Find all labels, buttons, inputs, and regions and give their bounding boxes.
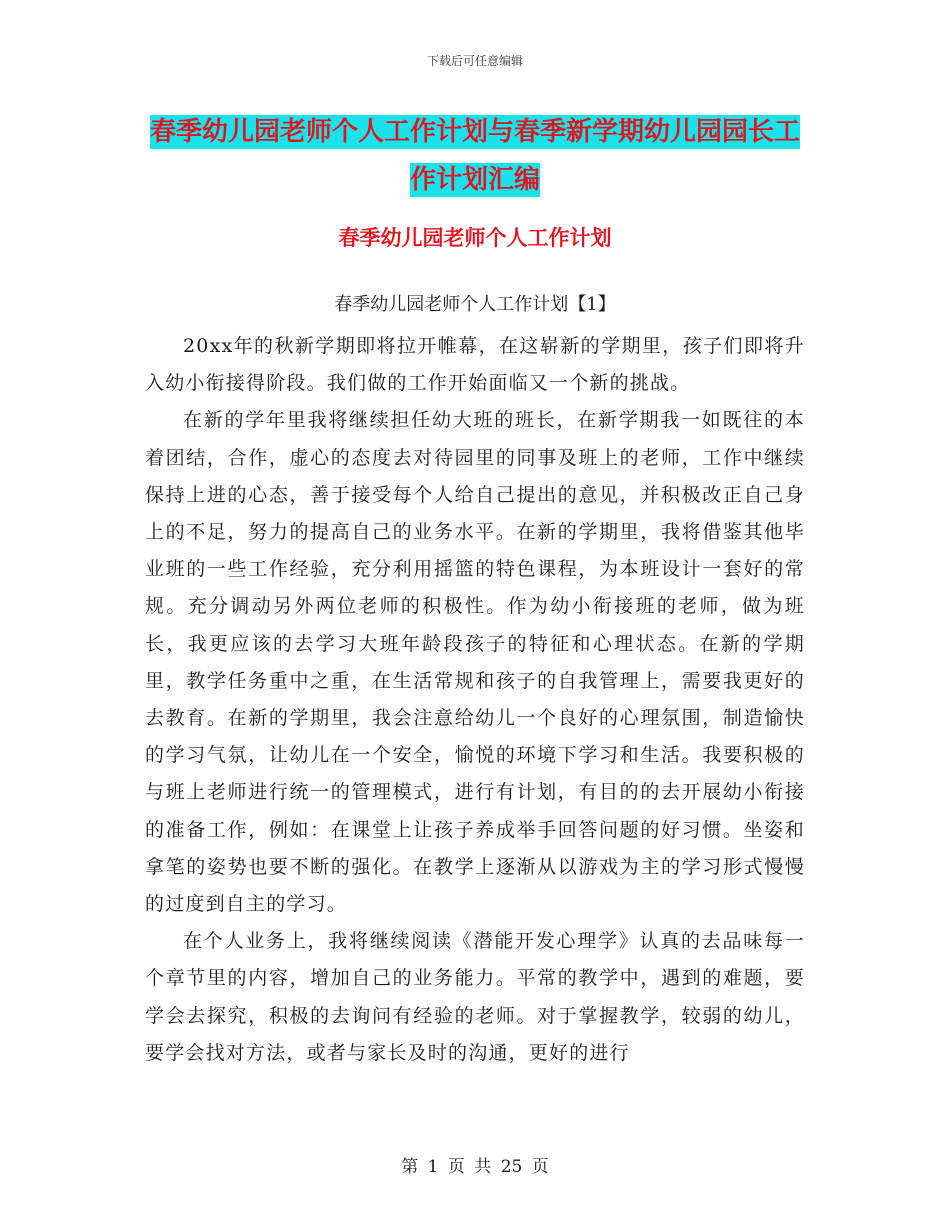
paragraph: 20xx年的秋新学期即将拉开帷幕，在这崭新的学期里，孩子们即将升入幼小衔接得阶段。我们做的工作开始面临又一个新的挑战。 — [145, 335, 805, 395]
document-main-title — [150, 108, 800, 204]
document-body — [145, 328, 805, 1072]
main-title-text: 春季幼儿园老师个人工作计划与春季新学期幼儿园园长工作计划汇编 — [150, 117, 801, 195]
page-header-note: 下载后可任意编辑 — [426, 54, 523, 68]
page-number-footer: 第 1 页 共 25 页 — [401, 1157, 549, 1177]
paragraph: 在个人业务上，我将继续阅读《潜能开发心理学》认真的去品味每一个章节里的内容，增加自己的业务能力。平常的教学中，遇到的难题，要学会去探究，积极的去询问有经验的老师。对于掌握教学，较弱的幼儿，要学会找对方法，或者与家长及时的沟通，更好的进行 — [145, 930, 805, 1064]
section-title: 春季幼儿园老师个人工作计划 — [338, 226, 612, 250]
paragraph: 在新的学年里我将继续担任幼大班的班长，在新学期我一如既往的本着团结，合作，虚心的态度去对待园里的同事及班上的老师，工作中继续保持上进的心态，善于接受每个人给自己提出的意见，并积极改正自己身上的不足，努力的提高自己的业务水平。在新的学期里，我将借鉴其他毕业班的一些工作经验，充分利用摇篮的特色课程，为本班设计一套好的常规。充分调动另外两位老师的积极性。作为幼小衔接班的老师，做为班长，我更应该的去学习大班年龄段孩子的特征和心理状态。在新的学期里，教学任务重中之重，在生活常规和孩子的自我管理上，需要我更好的去教育。在新的学期里，我会注意给幼儿一个良好的心理氛围，制造愉快的学习气氛，让幼儿在一个安全，愉悦的环境下学习和生活。我要积极的与班上老师进行统一的管理模式，进行有计划，有目的的去开展幼小衔接的准备工作，例如：在课堂上让孩子养成举手回答问题的好习惯。坐姿和拿笔的姿势也要不断的强化。在教学上逐渐从以游戏为主的学习形式慢慢的过度到自主的学习。 — [145, 409, 805, 916]
sub-title: 春季幼儿园老师个人工作计划【1】 — [334, 294, 616, 315]
